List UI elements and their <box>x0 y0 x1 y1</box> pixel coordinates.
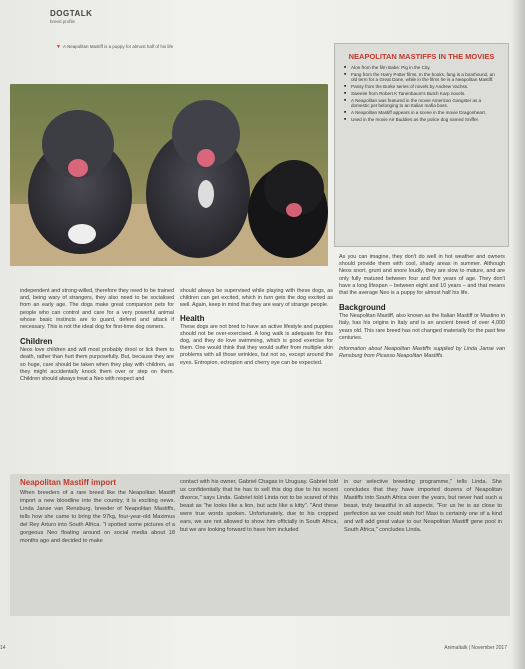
magazine-footer: Animaltalk | November 2017 <box>444 645 507 651</box>
sidebar-item: ■ Sweetie from Robert K Tanenbaum's Butch Karp novels. <box>351 91 500 97</box>
right-column <box>339 254 505 360</box>
sidebar-item: ■ Alon from the film Babe: Pig in the City. <box>351 65 500 71</box>
background-text: The Neapolitan Mastiff, also known as the Italian Mastiff or Mastino in Italy, has his origins in Italy and is an ancient breed of over 4,000 years old. This rare breed has not changed materially for the past few centuries. <box>339 313 505 341</box>
puppies-photo <box>10 84 328 266</box>
column-1 <box>20 288 174 383</box>
info-credit: Information about Neapolitan Mastiffs supplied by Linda Janse van Rensburg from Picasso Neapolitan Mastiffs. <box>339 346 505 360</box>
sidebar-item: ■ Used in the movie Air Buddies as the police dog named Sniffer. <box>351 117 500 123</box>
section-header <box>50 9 92 24</box>
sidebar-item: ■ A Neapolitan was featured in the movie American Gangster as a domestic pet belonging to an Italian mafia boss. <box>351 98 500 109</box>
import-heading: Neapolitan Mastiff import <box>20 478 117 487</box>
photo-caption: ▼ A Neapolitan Mastiff is a puppy for almost half of his life <box>56 44 176 50</box>
column-2 <box>180 288 333 367</box>
col1-intro: independent and strong-willed, therefore they need to be trained and, being wary of strangers, they also need to be socialised from an early age. The dogs make great companion pets for people who can control and care for a very powerful animal whose basic instincts are to guard, defend and attack if necessary. This is not the ideal dog for first-time dog owners. <box>20 288 174 331</box>
import-col-3: in our selective breeding programme," tells Linda. She concludes that they have imported dozens of Neapolitan Mastiffs into South Africa over the years, but never had such a beast, truly beautiful in all aspects. "For us he is as close to perfection as we could wish for! Maxi is certainly one of a kind and will add great value to our Neapolitan Mastiff gene pool in South Africa," concludes Linda. <box>344 479 502 533</box>
sidebar-item: ■ Fang from the Harry Potter films. In the books, fang is a boarhound, an old term for a Great Dane, while in the films he is a Neapolitan Mastiff. <box>351 72 500 83</box>
import-col-2: contact with his owner, Gabriel Chagas in Uruguay. Gabriel told us confidentially that he has to sell this dog due to his recent divorce," says Linda. Gabriel told Linda not to be scared of this beast as "he looks like a lion, but acts like a kitty". "And these were true words spoken. Unfortunately, due to his cropped ears, we are not allowed to show him officially in South Africa, but we are looking forward to have him included <box>180 479 338 533</box>
children-text: Neos love children and will most probably drool or lick them to death, rather than hurt them purposefully. But, because they are so huge, care should be taken when they play with children, as they might accidentally knock them over or step on them. Children should always treat a Neo with respect and <box>20 347 174 383</box>
section-subtitle: breed profile <box>50 19 76 24</box>
movies-sidebar <box>334 43 509 247</box>
children-heading: Children <box>20 337 53 347</box>
health-heading: Health <box>180 313 205 323</box>
background-heading: Background <box>339 303 386 313</box>
health-text: These dogs are not bred to have an active lifestyle and puppies should not be over-exercised. A long walk is adequate for this dog, and they do love swimming, which is good exercise for them. One would think that they would suffer from multiple skin problems with all those wrinkles, but not so, except around the eyes. Entropion, ectropion and cherry eye can be expected. <box>180 323 333 366</box>
sidebar-item: ■ A Neapolitan Mastiff appears in a scene in the movie Dragonheart. <box>351 110 500 116</box>
col2-intro: should always be supervised while playing with these dogs, as children can get excited, which in turn gets the dog excited as well. Again, keep in mind that they are wary of strange people. <box>180 288 333 309</box>
section-title: DOGTALK <box>50 9 93 18</box>
import-box <box>10 474 510 616</box>
sidebar-item: ■ Pansy from the Burke series of novels by Andrew Vachss. <box>351 84 500 90</box>
page-shadow <box>511 0 525 669</box>
page-number: 14 <box>0 645 6 651</box>
right-intro-text: As you can imagine, they don't do well in hot weather and owners should provide them with cool, shady areas in summer. Although Neos snort, grunt and snore loudly, they are slow to mature, and are only fully matured between four and five years of age. They don't have a long lifespan – between eight and 10 years – and that means that the average Neo is a puppy for almost half his life. <box>339 254 505 297</box>
sidebar-list <box>335 65 508 122</box>
import-col-1: When breeders of a rare breed like the Neapolitan Mastiff import a new bloodline into the country, it is exciting news. Linda Janse van Rensburg, breeder of Neapolitan Mastiffs, tells how she came to bring the 97kg, four-year-old Maximus del Rey Arturo into South Africa. "I spotted some pictures of a gorgeous Neo floating around on social media about 18 months ago and decided to make <box>20 490 175 544</box>
sidebar-title: NEAPOLITAN MASTIFFS IN THE MOVIES <box>348 52 495 61</box>
